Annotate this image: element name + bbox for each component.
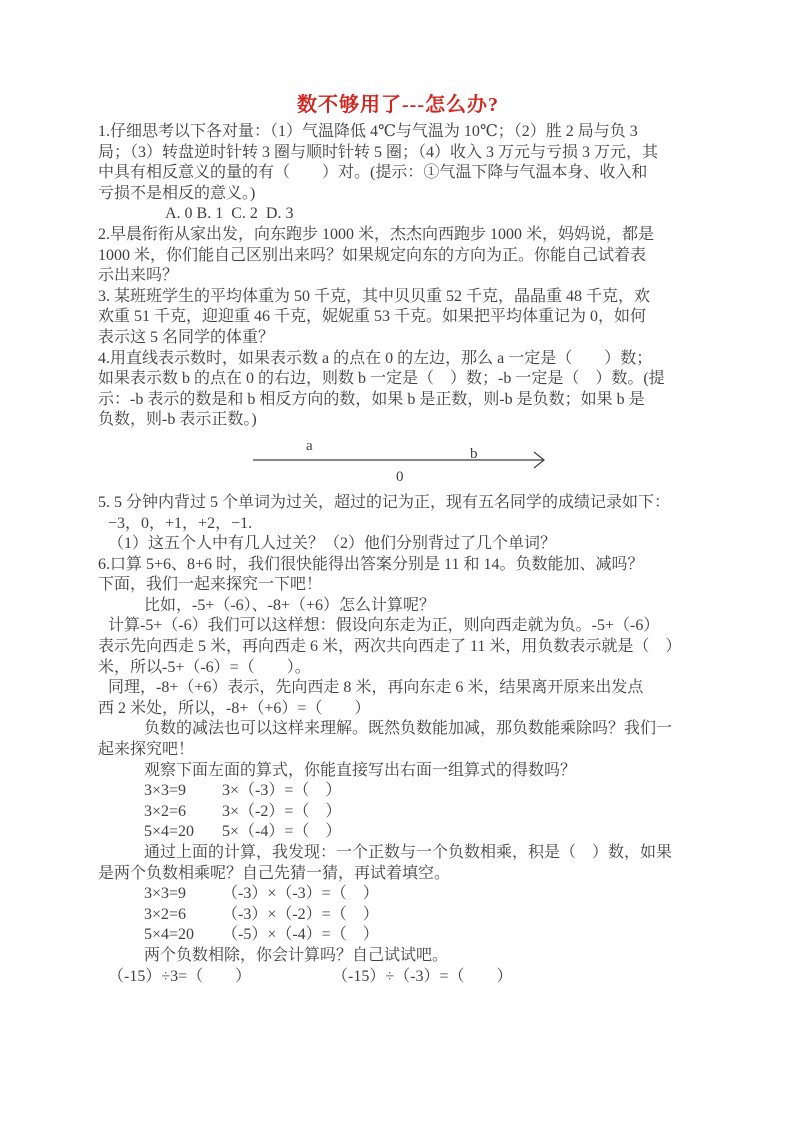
text-line: 5. 5 分钟内背过 5 个单词为过关，超过的记为正，现有五名同学的成绩记录如下：: [98, 493, 671, 511]
text-line: 如果表示数 b 的点在 0 的右边，则数 b 一定是（ ）数；-b 一定是（ ）数。(提: [98, 370, 665, 388]
text-line: 中具有相反意义的量的有（ ）对。(提示：①气温下降与气温本身、收入和: [98, 164, 648, 182]
expression-row: [144, 925, 698, 946]
text-line: 比如，-5+（-6）、-8+（+6）怎么计算呢？: [144, 596, 436, 614]
number-line-diagram: [98, 431, 698, 493]
expression: 3×2=6: [144, 802, 187, 820]
text-line: −3，0，+1，+2，−1.: [108, 514, 253, 532]
text-line: 西 2 米处，所以，-8+（+6）=（ ）: [98, 699, 371, 717]
text-line: 计算-5+（-6）我们可以这样想：假设向东走为正，则向西走就为负。-5+（-6）: [108, 617, 660, 635]
worksheet-content: [98, 94, 698, 987]
expression: 3×3=9: [144, 885, 187, 903]
expression-row: [144, 781, 698, 802]
questions-section-1: [98, 122, 698, 431]
text-line: 表示这 5 名同学的体重？: [98, 328, 275, 346]
expression: 3×（-3）=（ ）: [222, 782, 342, 800]
expression: 5×4=20: [144, 926, 195, 944]
text-line: 观察下面左面的算式，你能直接写出右面一组算式的得数吗？: [144, 761, 577, 779]
text-line: （1）这五个人中有几人过关？（2）他们分别背过了几个单词？: [108, 535, 557, 553]
text-line: 6.口算 5+6、8+6 时，我们很快能得出答案分别是 11 和 14。负数能加、减吗？: [98, 555, 644, 573]
text-line: 1000 米，你们能自己区别出来吗？如果规定向东的方向为正。你能自己试着表: [98, 246, 647, 264]
text-line: 亏损不是相反的意义。): [98, 184, 256, 202]
text-line: 示出来吗？: [98, 267, 179, 285]
text-line: 通过上面的计算，我发现：一个正数与一个负数相乘，积是（ ）数，如果: [144, 844, 673, 861]
text-line: 同理，-8+（+6）表示，先向西走 8 米，再向东走 6 米，结果离开原来出发点: [108, 679, 644, 697]
text-line: 1.仔细思考以下各对量：（1）气温降低 4℃与气温为 10℃；（2）胜 2 局与负 3: [98, 123, 638, 140]
expression-row: [144, 905, 698, 926]
worksheet-title: 数不够用了---怎么办?: [297, 94, 499, 116]
text-line: 起来探究吧！: [98, 741, 195, 759]
expression: （-5）×（-4）=（ ）: [222, 926, 379, 944]
number-line-label-b: b: [470, 445, 478, 462]
expression: （-3）×（-3）=（ ）: [222, 885, 379, 903]
number-line-label-a: a: [306, 437, 313, 454]
expression: （-15）÷（-3）=（ ）: [332, 967, 513, 985]
expression: 3×2=6: [144, 905, 187, 923]
text-line: 米，所以-5+（-6）=（ ）。: [98, 658, 311, 676]
number-line-svg: [253, 433, 553, 489]
expression-row: [144, 802, 698, 823]
expression: 3×（-2）=（ ）: [222, 802, 342, 820]
text-line: 局；（3）转盘逆时针转 3 圈与顺时针转 5 圈；（4）收入 3 万元与亏损 3 万元，其: [98, 143, 659, 161]
expression-row: [144, 884, 698, 905]
expression: 3×3=9: [144, 782, 187, 800]
text-line: 表示先向西走 5 米，再向西走 6 米，两次共向西走了 11 米，用负数表示就是（ ）: [98, 638, 682, 656]
expression: 5×（-4）=（ ）: [222, 823, 342, 841]
text-line: 是两个负数相乘呢？自己先猜一猜，再试着填空。: [98, 864, 451, 882]
text-line: 欢重 51 千克，迎迎重 46 千克，妮妮重 53 千克。如果把平均体重记为 0，如何: [98, 308, 647, 326]
expression-row: [144, 822, 698, 843]
expression: 5×4=20: [144, 823, 195, 841]
text-line: 两个负数相除，你会计算吗？自己试试吧。: [144, 946, 449, 964]
expression: （-3）×（-2）=（ ）: [222, 905, 379, 923]
text-line: 3. 某班班学生的平均体重为 50 千克，其中贝贝重 52 千克，晶晶重 48 千克，欢: [98, 287, 651, 305]
text-line: 下面，我们一起来探究一下吧！: [98, 576, 323, 594]
text-line: A. 0 B. 1 C. 2 D. 3: [165, 205, 294, 223]
number-line-origin-label: 0: [396, 468, 404, 485]
text-line: 2.早晨衔衔从家出发，向东跑步 1000 米，杰杰向西跑步 1000 米，妈妈说，都是: [98, 225, 655, 243]
text-line: 负数，则-b 表示正数。): [98, 411, 257, 429]
text-line: 示：-b 表示的数是和 b 相反方向的数，如果 b 是正数，则-b 是负数；如果 b 是: [98, 390, 645, 408]
expression-row: [108, 967, 698, 988]
text-line: 4.用直线表示数时，如果表示数 a 的点在 0 的左边，那么 a 一定是（ ）数；: [98, 349, 653, 367]
expression: （-15）÷3=（ ）: [108, 967, 252, 985]
text-line: 负数的减法也可以这样来理解。既然负数能加减，那负数能乘除吗？我们一: [144, 720, 673, 738]
questions-section-2: [98, 493, 698, 987]
